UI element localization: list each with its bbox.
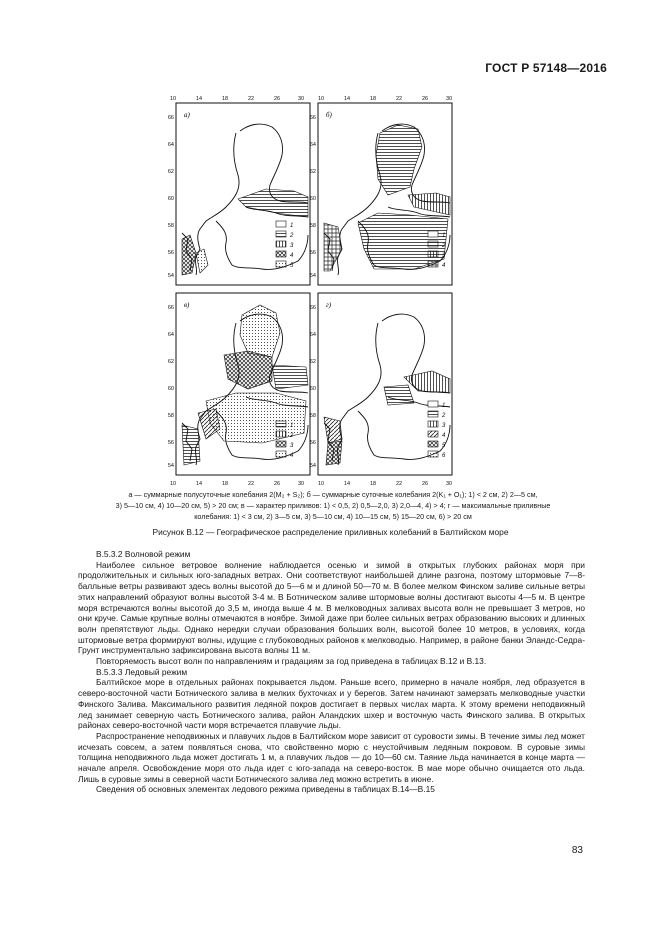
panel-letter: б) — [326, 111, 332, 119]
lat-tick: 54 — [167, 463, 174, 469]
lat-tick: 58 — [167, 413, 174, 419]
figure-caption: Рисунок В.12 — Географическое распределение приливных колебаний в Балтийском море — [152, 527, 509, 537]
legend-key: 1 — [442, 233, 446, 239]
lon-tick: 18 — [222, 481, 229, 487]
figure-legend-line: 3) 5—10 см, 4) 10—20 см, 5) > 20 см; в — характер приливов: 1) < 0,5, 2) 0,5—2,0, 3) 2,0—4, 4) > 4; г — максимальные приливные — [115, 501, 551, 510]
paragraph: Сведения об основных элементах ледового режима приведены в таблицах В.14—В.15 — [96, 784, 435, 795]
document-standard-header: ГОСТ Р 57148—2016 — [485, 61, 607, 75]
lon-tick: 22 — [396, 96, 403, 102]
lat-tick: 66 — [167, 305, 174, 311]
legend-key: 4 — [290, 253, 294, 259]
lon-tick: 14 — [196, 481, 203, 487]
legend-key: 2 — [290, 233, 294, 239]
legend-key: 3 — [290, 243, 294, 249]
lon-tick: 10 — [170, 481, 177, 487]
legend-key: 1 — [290, 423, 294, 429]
lon-tick: 18 — [370, 481, 377, 487]
lat-tick: 66 — [309, 305, 316, 311]
paragraph: Балтийское море в отдельных районах покрывается льдом. Раньше всего, примерно в начале ноября, лед образуется в северо-восточной части Ботнического залива в мелких бухточках и у берегов. Затем начинают замерзать мелководные участки Финского Залива. Максимального развития ледяной покров достигает в первых числах марта. К этому времени неподвижный лед занимает северную часть Ботнического залива, район Аландских шхер и восточную часть Финского залива. В открытых районах северо-восточной части моря встречается плавучие льды. — [78, 677, 585, 731]
paragraph: Повторяемость высот волн по направлениям и градациям за год приведена в таблицах В.12 и В.13. — [96, 656, 487, 667]
lon-tick: 10 — [318, 481, 325, 487]
legend-key: 2 — [442, 413, 446, 419]
lon-tick: 26 — [422, 481, 429, 487]
legend-key: 6 — [442, 453, 446, 459]
lon-tick: 10 — [170, 96, 177, 102]
lon-tick: 26 — [422, 96, 429, 102]
lat-tick: 66 — [167, 115, 174, 121]
legend-key: 4 — [442, 263, 446, 269]
lon-tick: 22 — [396, 481, 403, 487]
page-number: 83 — [571, 845, 583, 856]
lon-tick: 22 — [248, 96, 255, 102]
panel-letter: в) — [184, 301, 190, 309]
lat-tick: 54 — [167, 273, 174, 279]
legend-key: 3 — [442, 253, 446, 259]
figure-legend — [78, 489, 588, 522]
map-panel-v — [176, 293, 310, 475]
lat-tick: 62 — [309, 359, 316, 365]
lat-tick: 58 — [309, 223, 316, 229]
panel-letter: а) — [184, 111, 190, 119]
lon-tick: 30 — [298, 481, 305, 487]
lat-tick: 58 — [309, 413, 316, 419]
lat-tick: 62 — [167, 169, 174, 175]
lat-tick: 60 — [167, 196, 174, 202]
lon-tick: 30 — [446, 481, 453, 487]
figure-legend-line: колебания: 1) < 3 см, 2) 3—5 см, 3) 5—10 см, 4) 10—15 см, 5) 15—20 см, 6) > 20 см — [194, 512, 472, 521]
panel-letter: г) — [326, 301, 332, 309]
lat-tick: 56 — [309, 440, 316, 446]
lat-tick: 56 — [167, 250, 174, 256]
lat-tick: 66 — [309, 115, 316, 121]
lat-tick: 64 — [167, 142, 174, 148]
tidal-maps-figure — [167, 94, 470, 487]
lat-tick: 54 — [309, 463, 316, 469]
lat-tick: 56 — [309, 250, 316, 256]
lat-tick: 64 — [167, 332, 174, 338]
lat-tick: 58 — [167, 223, 174, 229]
lon-tick: 18 — [370, 96, 377, 102]
lon-tick: 10 — [318, 96, 325, 102]
legend-key: 2 — [442, 243, 446, 249]
lat-tick: 56 — [167, 440, 174, 446]
lon-tick: 14 — [344, 481, 351, 487]
lat-tick: 60 — [309, 386, 316, 392]
section-heading-wave: В.5.3.2 Волновой режим — [96, 549, 191, 559]
legend-key: 4 — [290, 453, 294, 459]
lat-tick: 62 — [309, 169, 316, 175]
legend-key: 4 — [442, 433, 446, 439]
lon-tick: 30 — [446, 96, 453, 102]
lat-tick: 60 — [309, 196, 316, 202]
map-panel-a — [176, 103, 310, 285]
lon-tick: 26 — [274, 96, 281, 102]
lat-tick: 62 — [167, 359, 174, 365]
legend-key: 2 — [290, 433, 294, 439]
lon-tick: 26 — [274, 481, 281, 487]
lon-tick: 14 — [196, 96, 203, 102]
legend-key: 3 — [290, 443, 294, 449]
lon-tick: 18 — [222, 96, 229, 102]
section-heading-ice: В.5.3.3 Ледовый режим — [96, 666, 188, 677]
lat-tick: 64 — [309, 142, 316, 148]
document-body — [78, 549, 585, 795]
paragraph: Наиболее сильное ветровое волнение наблюдается осенью и зимой в открытых глубоких районах моря при продолжительных и сильных юго-западных ветрах. Они соответствуют наибольшей длине разгона, поэтому штормовые 7—8-балльные ветры развивают здесь волны высотой до 5—6 м и длиной 50—70 м. В более мелком Финском заливе сильные ветры этих направлений образуют волны высотой 3-4 м. В Ботническом заливе штормовые волны достигают высоты 4—5 м. В центре моря встречаются волны высотой до 3,5 м, иногда выше 4 м. В мелководных заливах высота волн не превышает 3 метров, но они круче. Самые крупные волны отмечаются в ноябре. Зимой даже при более сильных ветрах образованию высоких и длинных волн препятствуют льды. Однако нередки случаи образования больших волн, высотой более 10 метров, в условиях, когда штормовые ветра формируют волны, идущие с глубоководных районов к мелководью. Например, в районе банки Эландс-Седра-Грунт инструментально зафиксирована высота волны 11 м. — [78, 559, 585, 656]
legend-key: 5 — [442, 443, 446, 449]
legend-key: 1 — [290, 223, 294, 229]
paragraph: Распространение неподвижных и плавучих льдов в Балтийском море зависит от суровости зимы. В течение зимы лед может исчезать совсем, а затем появляться снова, что свойственно морю с неустойчивым ледяным покровом. В суровые зимы толщина неподвижного льда может достигать 1 м, а плавучих льдов — до 10—60 см. Таяние льда начинается в конце марта — начале апреля. Освобождение моря ото льда идет с юго-запада на северо-восток. В мае море обычно очищается ото льда. Лишь в суровые зимы в северной части Ботнического залива лед можно встретить в июне. — [78, 730, 585, 784]
lat-tick: 54 — [309, 273, 316, 279]
map-panel-b — [318, 103, 452, 285]
legend-key: 5 — [290, 263, 294, 269]
lat-tick: 60 — [167, 386, 174, 392]
lon-tick: 22 — [248, 481, 255, 487]
legend-key: 3 — [442, 423, 446, 429]
lon-tick: 30 — [298, 96, 305, 102]
lat-tick: 64 — [309, 332, 316, 338]
figure-legend-line: а — суммарные полусуточные колебания 2(M₂ + S₂); б — суммарные суточные колебания 2(K₁ + O₁); 1) < 2 см, 2) 2—5 см, — [128, 490, 538, 499]
lon-tick: 14 — [344, 96, 351, 102]
legend-key: 1 — [442, 403, 446, 409]
map-panel-g — [318, 293, 452, 475]
